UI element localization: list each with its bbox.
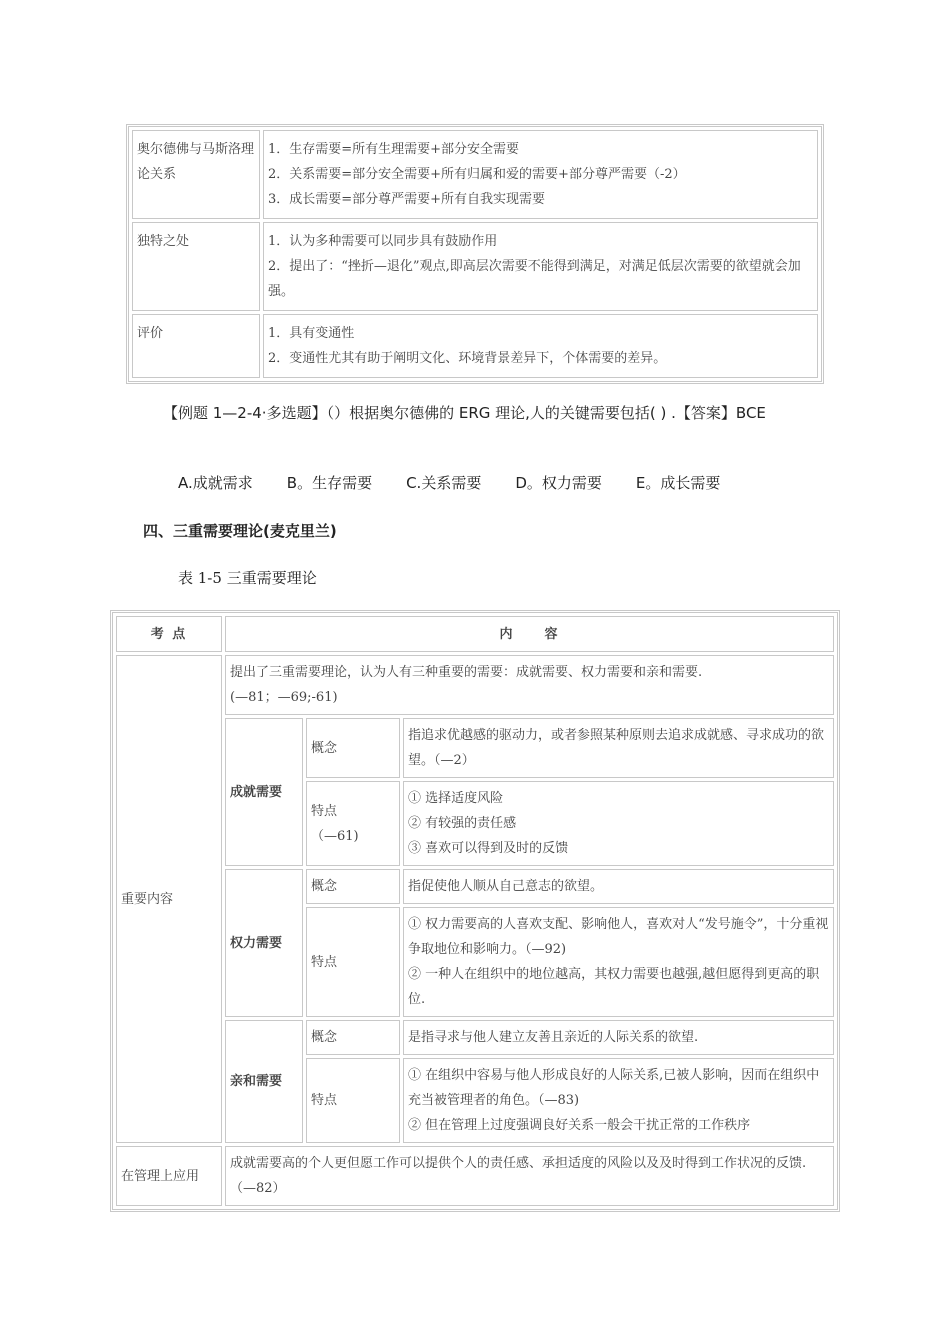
feature-label: 特点 xyxy=(311,803,338,819)
content-line: 1．生存需要=所有生理需要+部分安全需要 xyxy=(268,142,520,157)
row-content xyxy=(263,130,818,219)
table-row xyxy=(116,907,834,1017)
option-c: C.关系需要 xyxy=(406,474,482,492)
intro-text: 提出了三重需要理论，认为人有三种重要的需要：成就需要、权力需要和亲和需要. xyxy=(230,665,703,680)
group-name: 亲和需要 xyxy=(225,1020,303,1143)
feature-list xyxy=(403,907,834,1017)
table-row xyxy=(132,314,818,378)
option-b: B。生存需要 xyxy=(286,474,373,492)
group-name: 成就需要 xyxy=(225,718,303,866)
row-content xyxy=(263,222,818,311)
feature-item: ① 选择适度风险 xyxy=(408,791,504,806)
section-heading: 四、三重需要理论(麦克里兰) xyxy=(143,522,337,540)
content-line: 2．关系需要=部分安全需要+所有归属和爱的需要+部分尊严需要（-2） xyxy=(268,167,686,182)
apply-text: 成就需要高的个人更但愿工作可以提供个人的责任感、承担适度的风险以及及时得到工作状况的反馈.（—82） xyxy=(225,1146,834,1206)
option-a: A.成就需求 xyxy=(178,474,253,492)
feature-item: ② 有较强的责任感 xyxy=(408,816,517,831)
concept-text: 指促使他人顺从自己意志的欲望。 xyxy=(403,869,834,904)
feature-list xyxy=(403,1058,834,1143)
feature-item: ③ 喜欢可以得到及时的反馈 xyxy=(408,841,569,856)
intro-refs: (—81；—69;-61) xyxy=(230,690,338,705)
group-name: 权力需要 xyxy=(225,869,303,1017)
concept-label: 概念 xyxy=(306,1020,400,1055)
feature-item: ② 一种人在组织中的地位越高，其权力需要也越强,越但愿得到更高的职位. xyxy=(408,967,820,1007)
table-row xyxy=(132,222,818,311)
feature-item: ② 但在管理上过度强调良好关系一般会干扰正常的工作秩序 xyxy=(408,1118,751,1133)
intro-cell xyxy=(225,655,834,715)
feature-label: 特点 xyxy=(306,907,400,1017)
content-line: 1．具有变通性 xyxy=(268,326,355,341)
option-d: D。权力需要 xyxy=(515,474,602,492)
feature-item: ① 权力需要高的人喜欢支配、影响他人，喜欢对人“发号施令”，十分重视争取地位和影响力。（—92) xyxy=(408,917,829,957)
feature-label-cell xyxy=(306,781,400,866)
row-key: 独特之处 xyxy=(132,222,260,311)
table-row xyxy=(116,1058,834,1143)
triple-needs-table xyxy=(110,610,840,1212)
row-key: 评价 xyxy=(132,314,260,378)
header-col1: 考 点 xyxy=(116,616,222,652)
concept-text: 是指寻求与他人建立友善且亲近的人际关系的欲望. xyxy=(403,1020,834,1055)
row-key: 奥尔德佛与马斯洛理论关系 xyxy=(132,130,260,219)
table-row xyxy=(116,869,834,904)
table-row xyxy=(116,781,834,866)
table-row xyxy=(116,1146,834,1206)
answer-options xyxy=(178,472,754,493)
feature-label: 特点 xyxy=(306,1058,400,1143)
table-row xyxy=(132,130,818,219)
table-caption: 表 1-5 三重需要理论 xyxy=(178,569,317,587)
content-line: 3．成长需要=部分尊严需要+所有自我实现需要 xyxy=(268,192,546,207)
table-row xyxy=(116,718,834,778)
content-line: 2．变通性尤其有助于阐明文化、环境背景差异下，个体需要的差异。 xyxy=(268,351,667,366)
concept-label: 概念 xyxy=(306,869,400,904)
concept-text: 指追求优越感的驱动力，或者参照某种原则去追求成就感、寻求成功的欲望。（—2） xyxy=(403,718,834,778)
content-line: 1．认为多种需要可以同步具有鼓励作用 xyxy=(268,234,498,249)
erg-relation-table xyxy=(126,124,824,384)
row-content xyxy=(263,314,818,378)
apply-key: 在管理上应用 xyxy=(116,1146,222,1206)
feature-ref: （—61) xyxy=(311,828,359,844)
concept-label: 概念 xyxy=(306,718,400,778)
header-row xyxy=(116,616,834,652)
header-col2: 内 容 xyxy=(225,616,834,652)
content-line: 2．提出了：“挫折—退化”观点,即高层次需要不能得到满足，对满足低层次需要的欲望就会加强。 xyxy=(268,259,801,299)
example-question: 【例题 1—2-4·多选题】（）根据奥尔德佛的 ERG 理论,人的关键需要包括( ) .【答案】BCE xyxy=(163,404,766,422)
table-row xyxy=(116,655,834,715)
main-key: 重要内容 xyxy=(116,655,222,1143)
option-e: E。成长需要 xyxy=(635,474,721,492)
feature-list xyxy=(403,781,834,866)
feature-item: ① 在组织中容易与他人形成良好的人际关系,已被人影响，因而在组织中充当被管理者的角色。（—83) xyxy=(408,1068,820,1108)
table-row xyxy=(116,1020,834,1055)
